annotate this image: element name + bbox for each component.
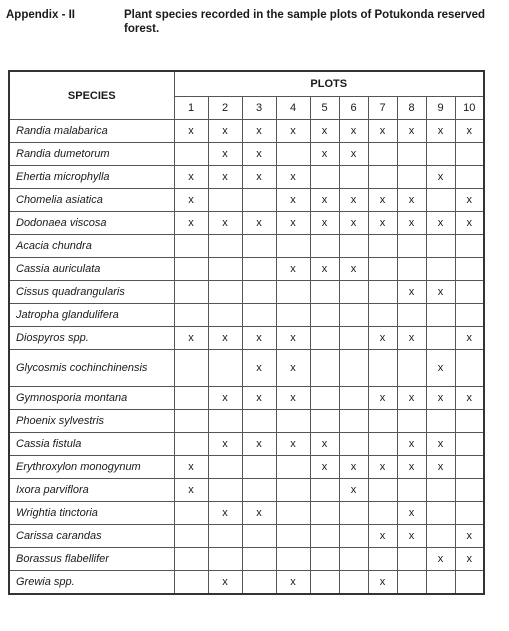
presence-cell	[276, 235, 310, 258]
appendix-label: Appendix - II	[6, 9, 75, 21]
presence-cell: x	[242, 143, 276, 166]
presence-cell	[426, 502, 455, 525]
table-row	[9, 258, 484, 281]
presence-cell	[174, 548, 208, 571]
presence-cell	[368, 548, 397, 571]
presence-cell	[310, 281, 339, 304]
presence-cell	[397, 548, 426, 571]
presence-cell	[455, 350, 484, 387]
presence-cell: x	[455, 212, 484, 235]
presence-cell: x	[310, 212, 339, 235]
species-name: Glycosmis cochinchinensis	[9, 350, 174, 387]
species-name: Gymnosporia montana	[9, 387, 174, 410]
table-row	[9, 143, 484, 166]
presence-cell: x	[174, 479, 208, 502]
presence-cell	[276, 525, 310, 548]
presence-cell	[397, 166, 426, 189]
presence-cell	[397, 410, 426, 433]
species-table	[8, 70, 485, 595]
presence-cell: x	[276, 258, 310, 281]
presence-cell	[242, 410, 276, 433]
plot-number: 2	[208, 97, 242, 120]
presence-cell	[339, 548, 368, 571]
presence-cell: x	[368, 189, 397, 212]
presence-cell: x	[368, 120, 397, 143]
presence-cell	[208, 235, 242, 258]
plot-number: 8	[397, 97, 426, 120]
presence-cell	[339, 281, 368, 304]
presence-cell: x	[426, 120, 455, 143]
presence-cell	[276, 143, 310, 166]
presence-cell	[174, 350, 208, 387]
presence-cell	[339, 410, 368, 433]
presence-cell	[208, 525, 242, 548]
table-row	[9, 304, 484, 327]
presence-cell: x	[455, 525, 484, 548]
presence-cell	[397, 304, 426, 327]
presence-cell	[426, 304, 455, 327]
presence-cell: x	[208, 166, 242, 189]
presence-cell	[455, 433, 484, 456]
presence-cell: x	[310, 189, 339, 212]
presence-cell	[455, 479, 484, 502]
presence-cell: x	[455, 120, 484, 143]
presence-cell	[426, 258, 455, 281]
presence-cell: x	[208, 327, 242, 350]
presence-cell: x	[242, 502, 276, 525]
presence-cell	[455, 281, 484, 304]
table-row	[9, 410, 484, 433]
presence-cell	[174, 571, 208, 595]
presence-cell	[310, 166, 339, 189]
plot-number: 1	[174, 97, 208, 120]
presence-cell	[426, 479, 455, 502]
presence-cell	[339, 235, 368, 258]
presence-cell: x	[276, 387, 310, 410]
presence-cell: x	[426, 166, 455, 189]
presence-cell: x	[368, 571, 397, 595]
presence-cell: x	[276, 166, 310, 189]
table-row	[9, 433, 484, 456]
table-body	[9, 120, 484, 595]
presence-cell	[310, 327, 339, 350]
presence-cell	[174, 525, 208, 548]
presence-cell	[174, 502, 208, 525]
caption-text: Plant species recorded in the sample plots of Potukonda reserved forest.	[124, 9, 486, 35]
presence-cell: x	[242, 212, 276, 235]
presence-cell	[368, 143, 397, 166]
presence-cell: x	[368, 327, 397, 350]
presence-cell	[339, 502, 368, 525]
presence-cell	[276, 548, 310, 571]
presence-cell: x	[397, 189, 426, 212]
presence-cell: x	[426, 212, 455, 235]
species-name: Phoenix sylvestris	[9, 410, 174, 433]
presence-cell: x	[426, 281, 455, 304]
presence-cell: x	[397, 525, 426, 548]
presence-cell	[310, 350, 339, 387]
species-name: Ixora parviflora	[9, 479, 174, 502]
species-name: Cissus quadrangularis	[9, 281, 174, 304]
presence-cell	[310, 304, 339, 327]
table-row	[9, 548, 484, 571]
plot-number: 6	[339, 97, 368, 120]
plot-number: 9	[426, 97, 455, 120]
species-header: SPECIES	[9, 71, 174, 120]
presence-cell: x	[426, 350, 455, 387]
presence-cell	[242, 548, 276, 571]
presence-cell	[174, 433, 208, 456]
presence-cell: x	[397, 281, 426, 304]
presence-cell	[208, 281, 242, 304]
plot-number: 10	[455, 97, 484, 120]
presence-cell	[310, 387, 339, 410]
presence-cell	[276, 304, 310, 327]
table-row	[9, 502, 484, 525]
presence-cell	[276, 281, 310, 304]
species-name: Grewia spp.	[9, 571, 174, 595]
presence-cell	[242, 235, 276, 258]
plot-number: 7	[368, 97, 397, 120]
presence-cell: x	[208, 143, 242, 166]
presence-cell	[174, 143, 208, 166]
species-name: Acacia chundra	[9, 235, 174, 258]
presence-cell: x	[208, 387, 242, 410]
presence-cell	[242, 456, 276, 479]
presence-cell: x	[455, 387, 484, 410]
presence-cell	[455, 571, 484, 595]
presence-cell	[310, 410, 339, 433]
presence-cell	[242, 479, 276, 502]
presence-cell: x	[310, 456, 339, 479]
species-name: Jatropha glandulifera	[9, 304, 174, 327]
presence-cell	[426, 410, 455, 433]
presence-cell: x	[174, 120, 208, 143]
presence-cell	[174, 410, 208, 433]
table-row	[9, 166, 484, 189]
species-name: Erythroxylon monogynum	[9, 456, 174, 479]
presence-cell	[242, 281, 276, 304]
table-row	[9, 120, 484, 143]
presence-cell: x	[339, 479, 368, 502]
table-row	[9, 525, 484, 548]
presence-cell	[397, 258, 426, 281]
presence-cell: x	[339, 212, 368, 235]
presence-cell: x	[397, 456, 426, 479]
presence-cell	[339, 166, 368, 189]
presence-cell	[339, 304, 368, 327]
presence-cell: x	[368, 212, 397, 235]
presence-cell	[455, 456, 484, 479]
presence-cell: x	[276, 212, 310, 235]
presence-cell	[368, 281, 397, 304]
presence-cell: x	[368, 387, 397, 410]
presence-cell	[368, 502, 397, 525]
species-name: Wrightia tinctoria	[9, 502, 174, 525]
presence-cell	[339, 433, 368, 456]
species-name: Cassia fistula	[9, 433, 174, 456]
presence-cell	[455, 410, 484, 433]
presence-cell: x	[208, 212, 242, 235]
presence-cell: x	[397, 212, 426, 235]
presence-cell	[426, 189, 455, 212]
presence-cell: x	[242, 387, 276, 410]
species-name: Chomelia asiatica	[9, 189, 174, 212]
presence-cell: x	[208, 120, 242, 143]
presence-cell	[339, 387, 368, 410]
presence-cell: x	[276, 571, 310, 595]
presence-cell: x	[174, 212, 208, 235]
presence-cell	[208, 548, 242, 571]
presence-cell	[174, 258, 208, 281]
plot-number: 3	[242, 97, 276, 120]
table-row	[9, 212, 484, 235]
presence-cell	[368, 258, 397, 281]
presence-cell: x	[397, 327, 426, 350]
presence-cell	[368, 479, 397, 502]
presence-cell: x	[426, 387, 455, 410]
table-row	[9, 189, 484, 212]
presence-cell	[397, 571, 426, 595]
table-row	[9, 235, 484, 258]
presence-cell	[368, 166, 397, 189]
presence-cell	[208, 479, 242, 502]
presence-cell	[242, 304, 276, 327]
presence-cell	[339, 350, 368, 387]
presence-cell: x	[174, 456, 208, 479]
presence-cell: x	[242, 350, 276, 387]
presence-cell	[310, 548, 339, 571]
presence-cell: x	[242, 327, 276, 350]
table-row	[9, 571, 484, 595]
presence-cell	[174, 387, 208, 410]
table-row	[9, 350, 484, 387]
presence-cell: x	[397, 387, 426, 410]
presence-cell	[426, 327, 455, 350]
presence-cell	[310, 502, 339, 525]
table-row	[9, 456, 484, 479]
presence-cell: x	[310, 143, 339, 166]
presence-cell	[208, 456, 242, 479]
presence-cell: x	[339, 143, 368, 166]
presence-cell	[174, 235, 208, 258]
species-name: Cassia auriculata	[9, 258, 174, 281]
presence-cell	[397, 479, 426, 502]
presence-cell	[455, 304, 484, 327]
presence-cell	[208, 350, 242, 387]
presence-cell	[242, 258, 276, 281]
presence-cell	[310, 571, 339, 595]
presence-cell: x	[397, 120, 426, 143]
presence-cell: x	[397, 433, 426, 456]
presence-cell: x	[397, 502, 426, 525]
table-row	[9, 479, 484, 502]
presence-cell: x	[174, 327, 208, 350]
presence-cell	[174, 304, 208, 327]
species-name: Ehertia microphylla	[9, 166, 174, 189]
presence-cell	[368, 350, 397, 387]
presence-cell: x	[276, 327, 310, 350]
plot-number: 5	[310, 97, 339, 120]
presence-cell	[397, 143, 426, 166]
species-name: Randia dumetorum	[9, 143, 174, 166]
presence-cell	[310, 479, 339, 502]
presence-cell: x	[426, 433, 455, 456]
presence-cell: x	[455, 189, 484, 212]
presence-cell: x	[276, 433, 310, 456]
presence-cell	[368, 235, 397, 258]
species-name: Diospyros spp.	[9, 327, 174, 350]
presence-cell	[310, 525, 339, 548]
presence-cell: x	[426, 456, 455, 479]
presence-cell: x	[455, 327, 484, 350]
presence-cell: x	[242, 120, 276, 143]
presence-cell: x	[368, 525, 397, 548]
presence-cell: x	[174, 166, 208, 189]
presence-cell	[242, 571, 276, 595]
presence-cell: x	[455, 548, 484, 571]
species-name: Dodonaea viscosa	[9, 212, 174, 235]
presence-cell: x	[242, 433, 276, 456]
presence-cell: x	[339, 189, 368, 212]
plots-header: PLOTS	[174, 71, 484, 97]
presence-cell: x	[339, 258, 368, 281]
presence-cell: x	[208, 571, 242, 595]
presence-cell	[310, 235, 339, 258]
presence-cell: x	[426, 548, 455, 571]
presence-cell: x	[208, 433, 242, 456]
presence-cell	[276, 479, 310, 502]
presence-cell: x	[276, 120, 310, 143]
species-name: Randia malabarica	[9, 120, 174, 143]
table-row	[9, 387, 484, 410]
presence-cell: x	[310, 258, 339, 281]
presence-cell	[426, 235, 455, 258]
presence-cell: x	[310, 120, 339, 143]
presence-cell: x	[310, 433, 339, 456]
presence-cell	[426, 525, 455, 548]
presence-cell: x	[242, 166, 276, 189]
presence-cell	[426, 571, 455, 595]
presence-cell	[368, 304, 397, 327]
table-row	[9, 327, 484, 350]
table-row	[9, 281, 484, 304]
presence-cell	[174, 281, 208, 304]
presence-cell: x	[339, 456, 368, 479]
presence-cell	[339, 327, 368, 350]
presence-cell	[242, 525, 276, 548]
presence-cell	[368, 410, 397, 433]
presence-cell	[339, 571, 368, 595]
presence-cell	[242, 189, 276, 212]
presence-cell	[455, 166, 484, 189]
presence-cell	[208, 304, 242, 327]
presence-cell	[208, 258, 242, 281]
species-name: Carissa carandas	[9, 525, 174, 548]
presence-cell	[276, 502, 310, 525]
presence-cell	[208, 410, 242, 433]
presence-cell	[276, 456, 310, 479]
presence-cell: x	[276, 350, 310, 387]
presence-cell	[368, 433, 397, 456]
presence-cell: x	[208, 502, 242, 525]
presence-cell	[397, 235, 426, 258]
presence-cell	[426, 143, 455, 166]
plot-number: 4	[276, 97, 310, 120]
presence-cell: x	[339, 120, 368, 143]
presence-cell	[339, 525, 368, 548]
presence-cell	[455, 502, 484, 525]
presence-cell	[397, 350, 426, 387]
presence-cell	[276, 410, 310, 433]
presence-cell: x	[276, 189, 310, 212]
presence-cell	[208, 189, 242, 212]
presence-cell: x	[368, 456, 397, 479]
presence-cell	[455, 143, 484, 166]
presence-cell: x	[174, 189, 208, 212]
presence-cell	[455, 235, 484, 258]
species-name: Borassus flabellifer	[9, 548, 174, 571]
presence-cell	[455, 258, 484, 281]
